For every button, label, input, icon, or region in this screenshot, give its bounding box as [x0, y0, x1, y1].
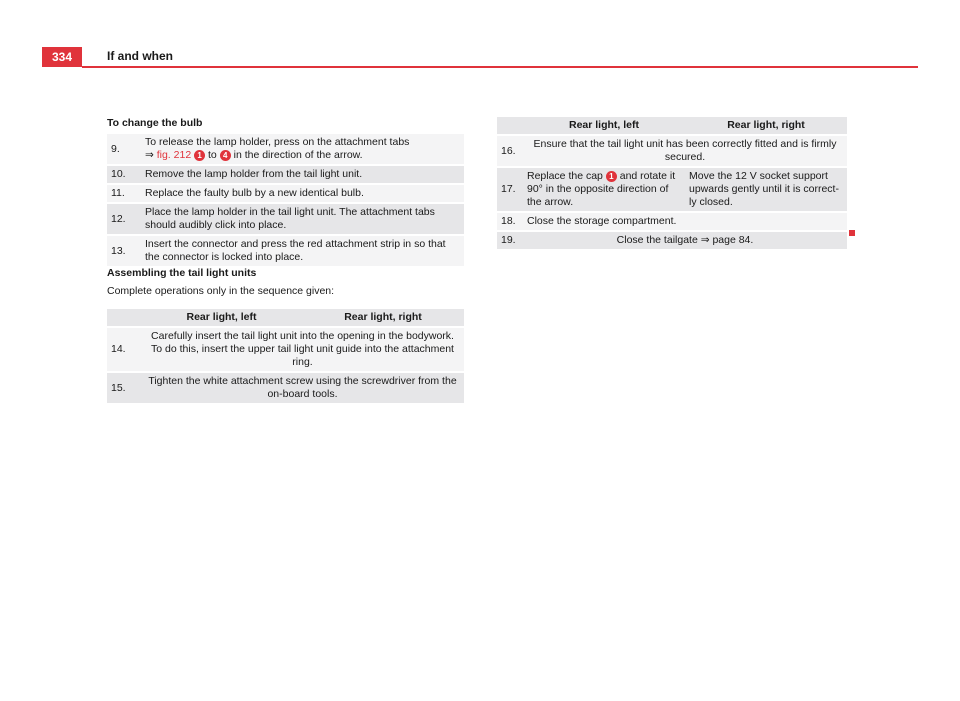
table-row	[107, 166, 464, 183]
step-text: Place the lamp holder in the tail light unit. The attachment tabs should audibly click into place.	[141, 204, 464, 234]
step-text-fragment: and rotate it 90° in the opposite direction of the arrow.	[527, 170, 676, 208]
step-text-fragment: to	[205, 149, 220, 161]
page-title: If and when	[107, 49, 173, 63]
table-row	[497, 213, 847, 230]
page-reference-link[interactable]: page 84	[712, 234, 751, 246]
step-text-fragment: Replace the cap	[527, 170, 606, 182]
step-text-line: To release the lamp holder, press on the attachment tabs	[145, 136, 410, 148]
table-row	[107, 328, 464, 371]
step-text	[523, 232, 847, 249]
callout-marker: 4	[220, 150, 231, 161]
bulb-steps-table	[107, 134, 464, 266]
figure-reference-link[interactable]: fig. 212	[156, 149, 192, 161]
table-row	[497, 136, 847, 166]
arrow-symbol: ⇒	[145, 149, 157, 161]
column-header-left: Rear light, left	[523, 117, 685, 134]
step-text-right: Move the 12 V socket support upwards gently until it is correct-ly closed.	[685, 168, 847, 211]
table-row	[107, 204, 464, 234]
table-row	[107, 373, 464, 403]
step-text: Replace the faulty bulb by a new identical bulb.	[141, 185, 464, 202]
step-number: 10.	[107, 166, 141, 183]
step-text: Carefully insert the tail light unit into the opening in the bodywork. To do this, insert the upper tail light unit guide into the attachment ring.	[141, 328, 464, 371]
header-divider	[82, 66, 918, 68]
table-row	[497, 232, 847, 249]
step-text: Close the storage compartment.	[523, 213, 847, 230]
table-row	[107, 236, 464, 266]
header-empty-cell	[497, 117, 523, 134]
column-header-left: Rear light, left	[141, 309, 302, 326]
step-number: 15.	[107, 373, 141, 403]
table-header-row	[107, 309, 464, 326]
step-number: 18.	[497, 213, 523, 230]
header-empty-cell	[107, 309, 141, 326]
step-number: 19.	[497, 232, 523, 249]
table-row	[107, 185, 464, 202]
step-text: Remove the lamp holder from the tail light unit.	[141, 166, 464, 183]
step-text: Insert the connector and press the red attachment strip in so that the connector is locked into place.	[141, 236, 464, 266]
table-header-row	[497, 117, 847, 134]
step-text-fragment: in the direction of the arrow.	[230, 149, 363, 161]
step-text-fragment: Close the tailgate ⇒	[616, 234, 713, 246]
step-text: Tighten the white attachment screw using the screwdriver from the on-board tools.	[141, 373, 464, 403]
step-number: 12.	[107, 204, 141, 234]
section-end-marker	[849, 230, 855, 236]
right-steps-table	[497, 117, 847, 249]
step-number: 9.	[107, 134, 141, 164]
page-number: 334	[42, 47, 82, 67]
callout-marker: 1	[606, 171, 617, 182]
column-header-right: Rear light, right	[685, 117, 847, 134]
column-header-right: Rear light, right	[302, 309, 464, 326]
step-number: 13.	[107, 236, 141, 266]
table-row	[107, 134, 464, 164]
change-bulb-heading: To change the bulb	[107, 117, 203, 129]
table-row	[497, 168, 847, 211]
step-number: 16.	[497, 136, 523, 166]
assembling-intro: Complete operations only in the sequence given:	[107, 285, 335, 297]
step-number: 17.	[497, 168, 523, 211]
step-number: 11.	[107, 185, 141, 202]
step-text-fragment: .	[750, 234, 754, 246]
callout-marker: 1	[194, 150, 205, 161]
step-text-left	[523, 168, 685, 211]
assembling-heading: Assembling the tail light units	[107, 267, 257, 279]
assembly-table	[107, 309, 464, 403]
step-text: Ensure that the tail light unit has been correctly fitted and is firmly secured.	[523, 136, 847, 166]
step-number: 14.	[107, 328, 141, 371]
step-text	[141, 134, 464, 164]
